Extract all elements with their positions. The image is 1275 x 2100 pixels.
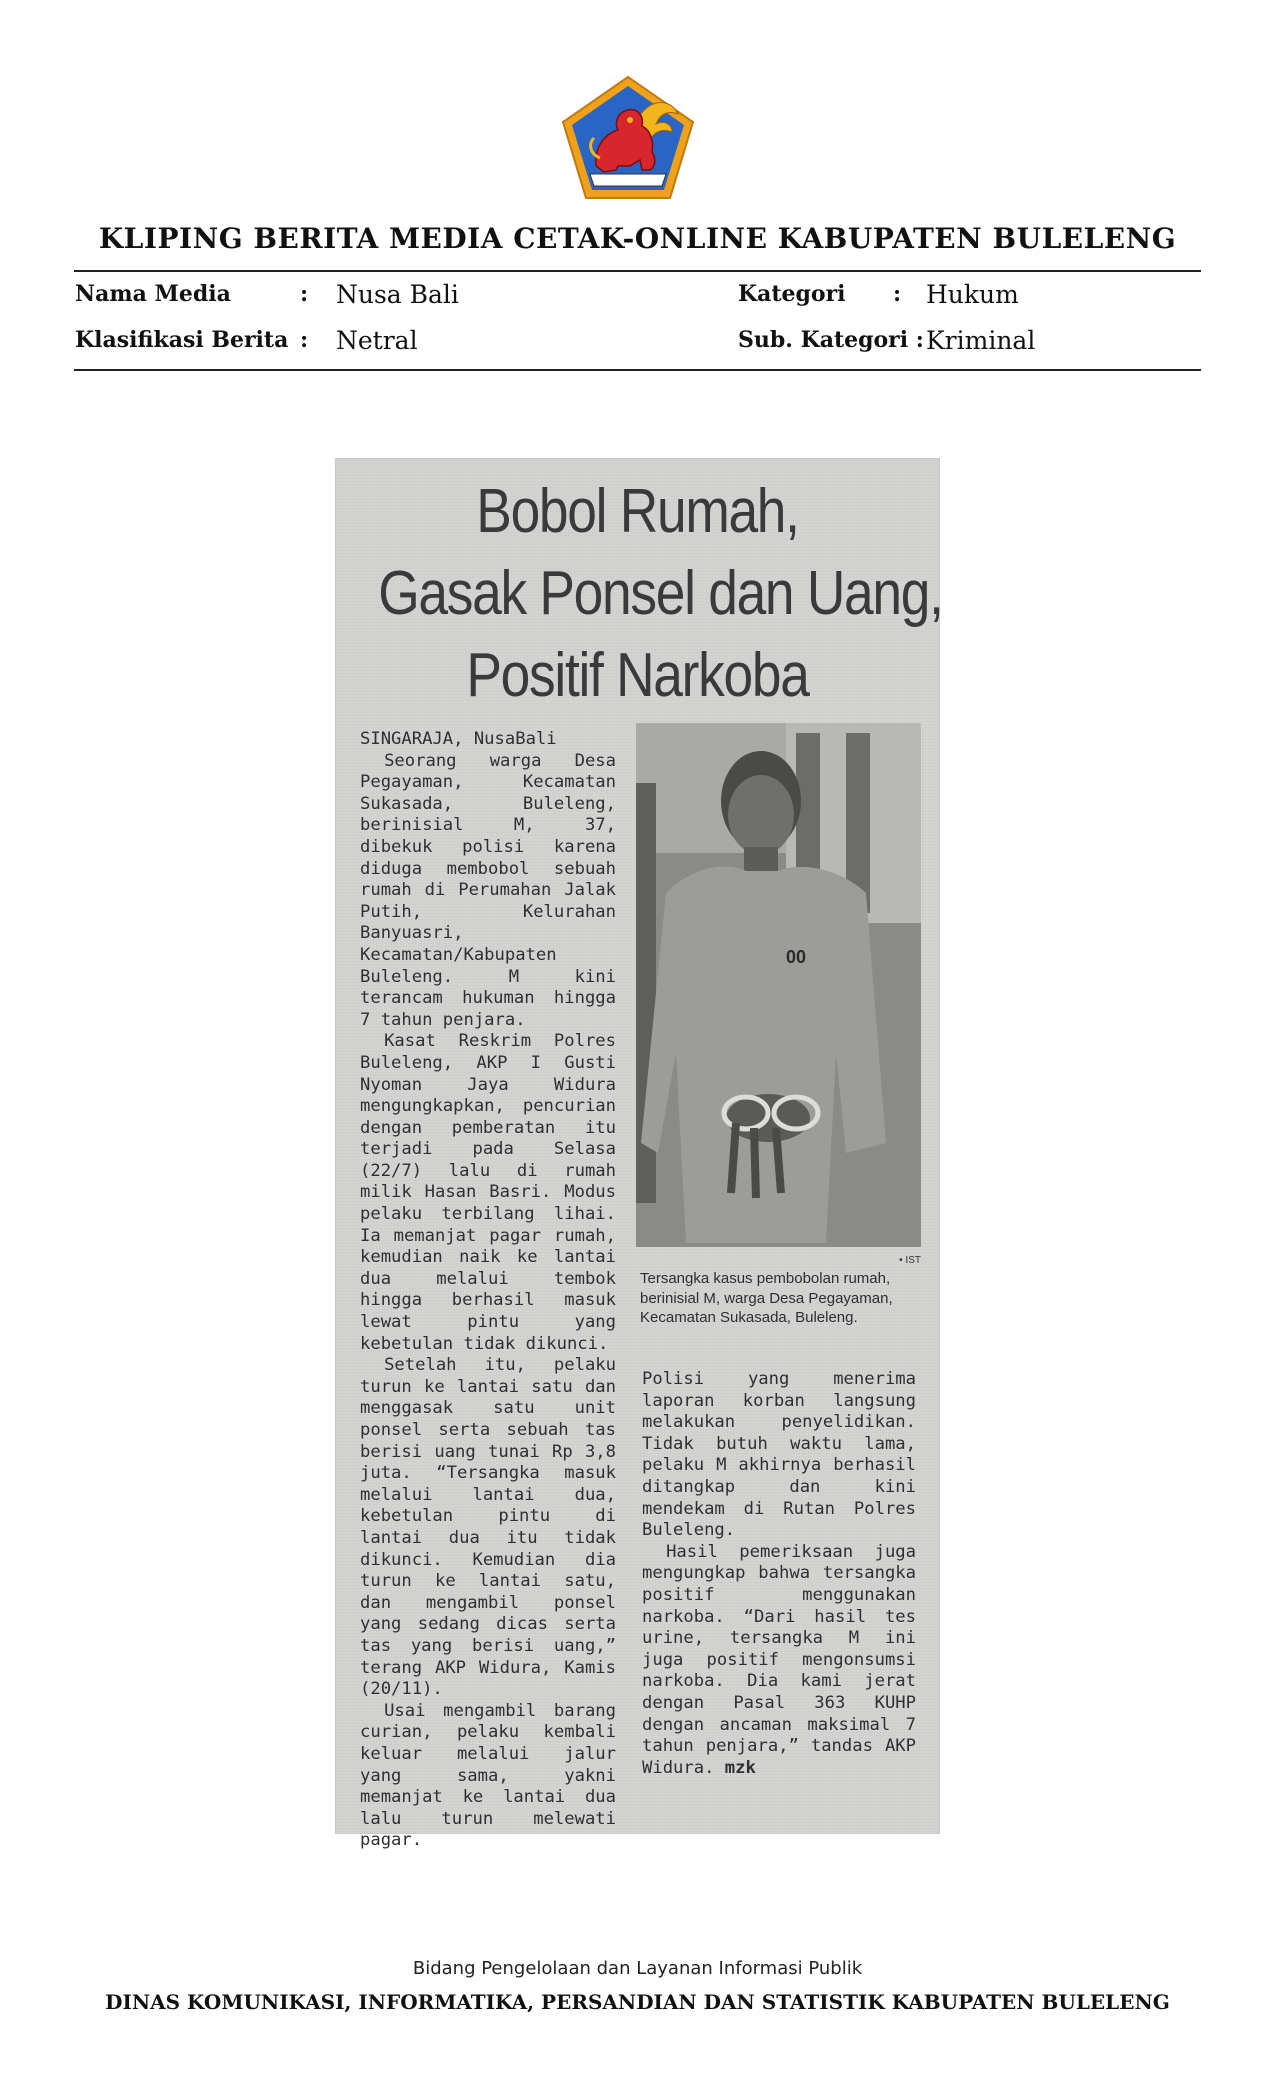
shirt-number: 00: [786, 947, 807, 967]
category-label: Kategori: [738, 281, 846, 307]
article-paragraph: Kasat Reskrim Polres Buleleng, AKP I Gusti Nyoman Jaya Widura mengungkapkan, pencurian dengan pemberatan itu terjadi pada Selasa (22/7) lalu di rumah milik Hasan Basri. Modus pelaku terbilang lihai. Ia memanjat pagar rumah, kemudian naik ke lantai dua melalui tembok hingga berhasil masuk lewat pintu yang kebetulan tidak dikunci.: [360, 1031, 616, 1354]
category-value: Hukum: [926, 280, 1019, 309]
metadata-block: [0, 0, 1275, 370]
classification-label: Klasifikasi Berita: [75, 327, 289, 353]
category-separator: :: [893, 281, 902, 307]
subcategory-label: Sub. Kategori :: [738, 327, 924, 353]
article-paragraph: Seorang warga Desa Pegayaman, Kecamatan Sukasada, Buleleng, berinisial M, 37, dibekuk polisi karena diduga membobol sebuah rumah di Perumahan Jalak Putih, Kelurahan Banyuasri, Kecamatan/Kabupaten Buleleng. M kini terancam hukuman hingga 7 tahun penjara.: [360, 750, 616, 1030]
headline-line-2: Gasak Ponsel dan Uang,: [378, 559, 943, 628]
article-headline: [378, 471, 943, 717]
article-paragraph: Polisi yang menerima laporan korban langsung melakukan penyelidikan. Tidak butuh waktu lama, pelaku M akhirnya berhasil ditangkap dan kini mendekam di Rutan Polres Buleleng.: [642, 1369, 916, 1541]
footer-unit: Bidang Pengelolaan dan Layanan Informasi Publik: [412, 1958, 863, 1979]
article-paragraph: Usai mengambil barang curian, pelaku kembali keluar melalui jalur yang sama, yakni memanjat ke lantai dua lalu turun melewati pagar.: [360, 1700, 616, 1851]
author-signature: mzk: [724, 1757, 756, 1778]
newspaper-clipping: [336, 459, 943, 1851]
article-column-right: [642, 1369, 916, 1779]
media-name-label: Nama Media: [75, 281, 231, 307]
article-paragraph: Setelah itu, pelaku turun ke lantai satu dan menggasak satu unit ponsel serta sebuah tas berisi uang tunai Rp 3,8 juta. “Tersangka masuk melalui lantai dua, kebetulan pintu di lantai dua itu tidak dikunci. Kemudian dia turun ke lantai satu, dan mengambil ponsel yang sedang dicas serta tas yang berisi uang,” terang AKP Widura, Kamis (20/11).: [360, 1355, 616, 1700]
media-name-separator: :: [300, 281, 309, 307]
media-name-value: Nusa Bali: [336, 280, 459, 309]
suspect-photo: [636, 723, 921, 1247]
page-title: KLIPING BERITA MEDIA CETAK-ONLINE KABUPATEN BULELENG: [98, 222, 1177, 255]
article-paragraph: [642, 1542, 916, 1780]
classification-value: Netral: [336, 326, 418, 355]
header-divider-bottom: [74, 369, 1201, 371]
article-dateline: SINGARAJA, NusaBali: [360, 729, 557, 749]
closing-paragraph-text: Hasil pemeriksaan juga mengungkap bahwa tersangka positif menggunakan narkoba. “Dari hasil tes urine, tersangka M ini juga positif mengonsumsi narkoba. Dia kami jerat dengan Pasal 363 KUHP dengan ancaman maksimal 7 tahun penjara,” tandas AKP Widura.: [642, 1541, 916, 1778]
subcategory-value: Kriminal: [926, 326, 1036, 355]
classification-separator: :: [300, 327, 309, 353]
article-column-left: [360, 729, 616, 1852]
photo-credit: • IST: [899, 1255, 921, 1266]
footer-agency: DINAS KOMUNIKASI, INFORMATIKA, PERSANDIAN DAN STATISTIK KABUPATEN BULELENG: [105, 1990, 1170, 2014]
photo-caption: Tersangka kasus pembobolan rumah, berinisial M, warga Desa Pegayaman, Kecamatan Sukasada, Buleleng.: [640, 1270, 893, 1326]
headline-line-3: Positif Narkoba: [466, 641, 809, 710]
headline-line-1: Bobol Rumah,: [476, 477, 799, 546]
